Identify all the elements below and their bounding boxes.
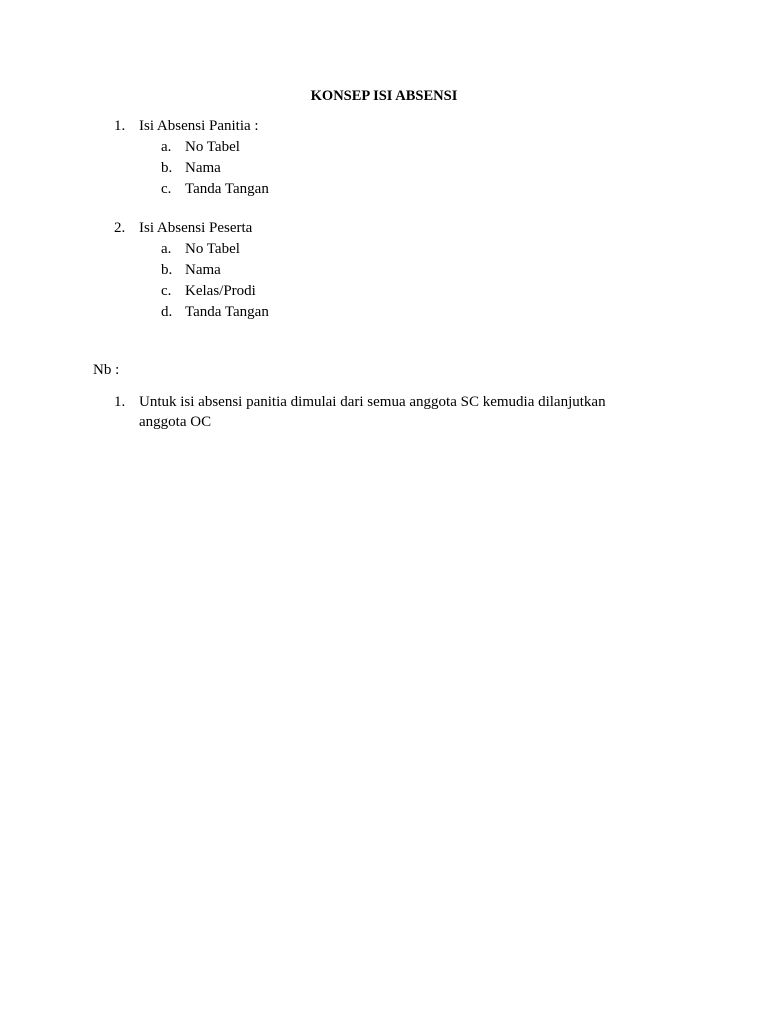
section-heading-row (0, 218, 768, 239)
list-item-marker: b. (161, 262, 173, 278)
list-item-text: Tanda Tangan (185, 181, 269, 197)
list-item-marker: b. (161, 160, 173, 176)
list-item (0, 260, 768, 281)
list-item-text: Nama (185, 160, 221, 176)
list-item-text: Kelas/Prodi (185, 283, 256, 299)
note-number: 1. (114, 394, 126, 410)
section-number: 2. (114, 220, 126, 236)
section-number: 1. (114, 118, 126, 134)
section-heading-row (0, 116, 768, 137)
section-heading: Isi Absensi Peserta (139, 220, 253, 236)
list-item-text: Nama (185, 262, 221, 278)
note-label-row (0, 360, 768, 381)
list-item (0, 137, 768, 158)
list-item-marker: d. (161, 304, 173, 320)
list-item-marker: c. (161, 283, 172, 299)
list-item (0, 158, 768, 179)
document-title: KONSEP ISI ABSENSI (310, 88, 458, 104)
list-item-text: No Tabel (185, 241, 240, 257)
note-text: Untuk isi absensi panitia dimulai dari semua anggota SC kemudia dilanjutkan anggota OC (139, 394, 606, 430)
list-item (0, 281, 768, 302)
section-heading: Isi Absensi Panitia : (139, 118, 259, 134)
list-item (0, 302, 768, 323)
list-item-marker: a. (161, 139, 172, 155)
note-item (0, 392, 768, 434)
list-item-text: No Tabel (185, 139, 240, 155)
list-item-marker: a. (161, 241, 172, 257)
list-item-text: Tanda Tangan (185, 304, 269, 320)
list-item-marker: c. (161, 181, 172, 197)
note-label: Nb : (93, 362, 120, 378)
list-item (0, 179, 768, 200)
list-item (0, 239, 768, 260)
